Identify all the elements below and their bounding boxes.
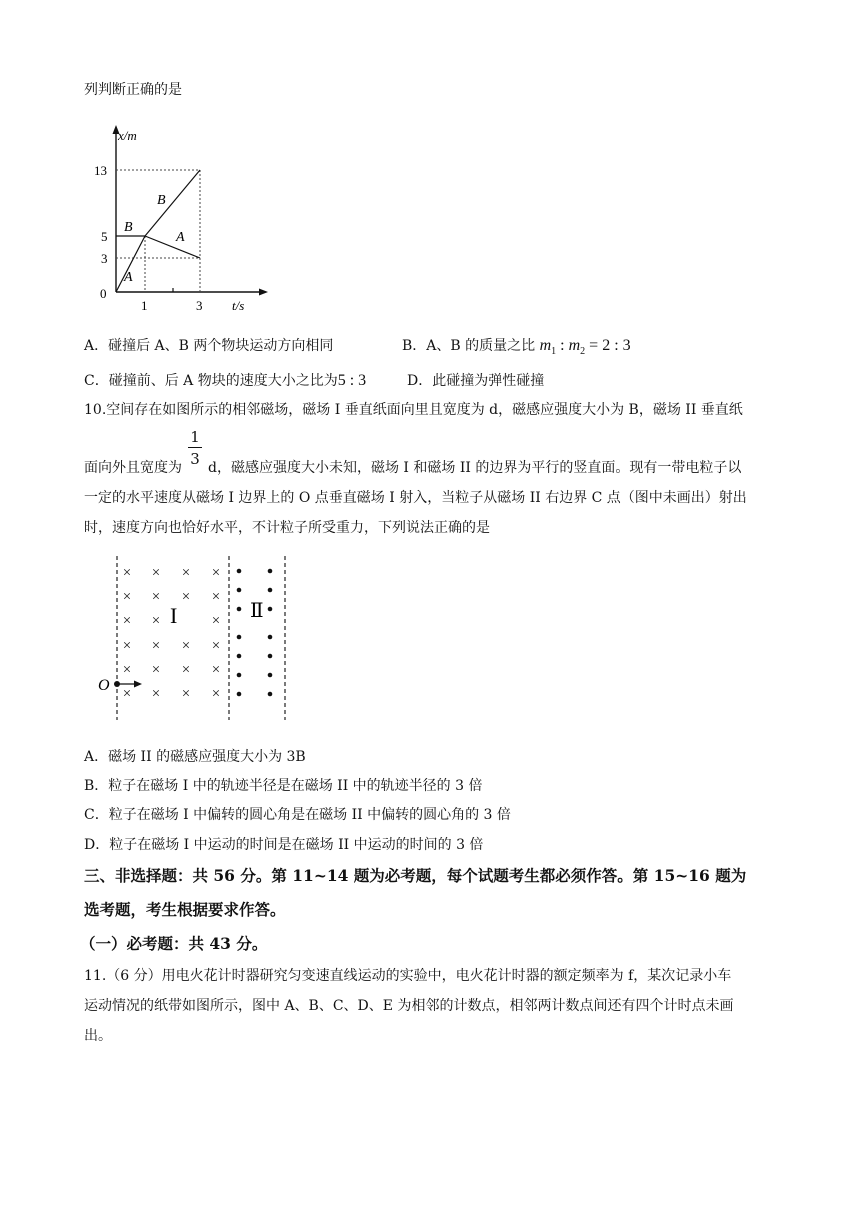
t-axis-label: t/s xyxy=(232,298,245,313)
field-boundaries xyxy=(117,556,285,720)
svg-text:×: × xyxy=(151,613,161,629)
field-i-label: I xyxy=(170,603,178,628)
section3-title-line1: 三、非选择题：共 56 分。第 11~14 题为必考题，每个试题考生都必须作答。第 15~16 题为 xyxy=(84,866,747,885)
label-b-before: B xyxy=(124,220,133,235)
tick-13: 13 xyxy=(94,163,107,178)
q9-option-b-text: B．A、B 的质量之比 xyxy=(402,338,536,354)
svg-text:×: × xyxy=(181,662,191,678)
q9-option-b-formula: $m_1$ : $m_2 = 2$ : 3 xyxy=(539,337,631,358)
q11-line3: 出。 xyxy=(84,1028,112,1044)
svg-text:×: × xyxy=(181,589,191,605)
svg-text:×: × xyxy=(181,565,191,581)
tick-0: 0 xyxy=(100,286,107,301)
line-a-after xyxy=(145,236,200,258)
x-axis-label: x/m xyxy=(118,128,137,143)
q9-option-d: D．此碰撞为弹性碰撞 xyxy=(407,373,545,389)
label-a-after: A xyxy=(176,230,185,245)
tick-5: 5 xyxy=(101,229,108,244)
svg-text:×: × xyxy=(211,686,221,702)
svg-text:×: × xyxy=(211,662,221,678)
svg-text:×: × xyxy=(211,638,221,654)
svg-text:×: × xyxy=(211,565,221,581)
label-b-after: B xyxy=(157,193,166,208)
svg-text:×: × xyxy=(122,638,132,654)
origin-o-label: O xyxy=(98,677,110,694)
t-axis-arrow xyxy=(259,289,268,296)
q10-line2-post: d，磁感应强度大小未知，磁场 I 和磁场 II 的边界为平行的竖直面。现有一带电粒子以 xyxy=(208,460,742,476)
fraction-denominator: 3 xyxy=(190,450,200,468)
velocity-arrow-head xyxy=(134,681,142,688)
q10-fraction xyxy=(188,428,202,470)
fraction-numerator: 1 xyxy=(188,428,202,448)
svg-text:×: × xyxy=(211,613,221,629)
section3-subtitle: （一）必考题：共 43 分。 xyxy=(80,934,268,953)
svg-text:×: × xyxy=(122,662,132,678)
xt-graph xyxy=(86,118,286,318)
tick-3s: 3 xyxy=(196,298,203,313)
line-b-after xyxy=(145,170,200,236)
q10-line4: 时，速度方向也恰好水平，不计粒子所受重力，下列说法正确的是 xyxy=(84,520,490,536)
tick-3: 3 xyxy=(101,251,108,266)
q10-option-a: A．磁场 II 的磁感应强度大小为 3B xyxy=(84,749,306,765)
q10-line2-pre: 面向外且宽度为 xyxy=(84,460,182,476)
q9-option-b xyxy=(402,336,631,362)
svg-text:×: × xyxy=(122,613,132,629)
svg-text:×: × xyxy=(151,686,161,702)
label-a-before: A xyxy=(124,270,133,285)
field-i-crosses xyxy=(123,565,220,702)
field-ii-label: Ⅱ xyxy=(250,600,264,622)
field-ii-dots xyxy=(237,569,273,697)
intro-line: 列判断正确的是 xyxy=(84,82,182,98)
q10-line3: 一定的水平速度从磁场 I 边界上的 O 点垂直磁场 I 射入，当粒子从磁场 II 右边界 C 点（图中未画出）射出 xyxy=(84,490,747,506)
svg-text:×: × xyxy=(151,589,161,605)
svg-text:×: × xyxy=(181,686,191,702)
q9-option-c-ratio: 5 : 3 xyxy=(337,372,367,389)
q11-line2: 运动情况的纸带如图所示，图中 A、B、C、D、E 为相邻的计数点，相邻两计数点间还有四个计时点未画 xyxy=(84,998,734,1014)
q10-line1: 10.空间存在如图所示的相邻磁场，磁场 I 垂直纸面向里且宽度为 d，磁感应强度大小为 B，磁场 II 垂直纸 xyxy=(84,402,743,418)
section3-title-line2: 选考题，考生根据要求作答。 xyxy=(84,900,286,919)
svg-text:×: × xyxy=(151,662,161,678)
svg-text:×: × xyxy=(151,565,161,581)
magnetic-field-diagram xyxy=(90,550,300,725)
q10-option-d: D．粒子在磁场 I 中运动的时间是在磁场 II 中运动的时间的 3 倍 xyxy=(84,837,484,853)
q9-option-c-text: C．碰撞前、后 A 物块的速度大小之比为 xyxy=(84,373,338,389)
svg-text:×: × xyxy=(122,686,132,702)
svg-text:×: × xyxy=(181,638,191,654)
q11-line1: 11.（6 分）用电火花计时器研究匀变速直线运动的实验中，电火花计时器的额定频率为 f，某次记录小车 xyxy=(84,968,732,984)
axes xyxy=(116,130,262,292)
svg-text:×: × xyxy=(122,589,132,605)
q10-option-c: C．粒子在磁场 I 中偏转的圆心角是在磁场 II 中偏转的圆心角的 3 倍 xyxy=(84,807,511,823)
svg-text:×: × xyxy=(122,565,132,581)
svg-text:×: × xyxy=(151,638,161,654)
q10-option-b: B．粒子在磁场 I 中的轨迹半径是在磁场 II 中的轨迹半径的 3 倍 xyxy=(84,778,483,794)
svg-text:×: × xyxy=(211,589,221,605)
q9-option-c xyxy=(84,371,366,391)
q9-option-a: A．碰撞后 A、B 两个物块运动方向相同 xyxy=(84,338,334,354)
tick-1s: 1 xyxy=(141,298,148,313)
